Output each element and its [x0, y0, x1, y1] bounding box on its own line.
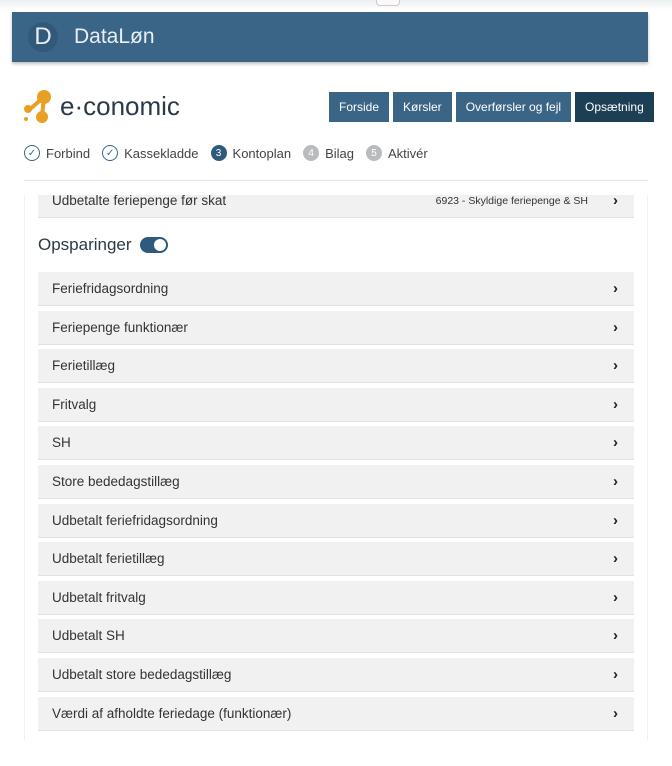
step-number: 5 — [366, 145, 382, 161]
list-item[interactable] — [38, 195, 634, 218]
row-label: Udbetalt fritvalg — [52, 589, 146, 605]
step-kontoplan[interactable] — [211, 145, 292, 161]
chevron-right-icon: › — [613, 318, 618, 336]
row-label: Ferietillæg — [52, 358, 116, 374]
chevron-right-icon: › — [613, 195, 618, 209]
main-nav — [329, 92, 654, 122]
list-item[interactable] — [38, 697, 634, 731]
section-title: Opsparinger — [38, 235, 132, 254]
row-label: Feriepenge funktionær — [52, 319, 188, 335]
list-item[interactable] — [38, 658, 634, 692]
row-label: Værdi af afholdte feriedage (funktionær) — [52, 705, 292, 721]
check-icon: ✓ — [24, 145, 40, 161]
nav-forside[interactable]: Forside — [329, 92, 389, 122]
chevron-right-icon: › — [613, 395, 618, 413]
step-label: Aktivér — [388, 145, 428, 161]
step-aktiver[interactable] — [366, 145, 428, 161]
step-number: 3 — [211, 145, 227, 161]
list-item[interactable] — [38, 504, 634, 538]
step-kassekladde[interactable] — [102, 145, 198, 161]
chevron-right-icon: › — [613, 666, 618, 683]
nav-overfoersler[interactable]: Overførsler og fejl — [456, 92, 571, 122]
chevron-right-icon: › — [613, 473, 618, 490]
step-forbind[interactable] — [24, 145, 90, 161]
step-label: Kontoplan — [232, 145, 292, 161]
step-label: Bilag — [325, 145, 355, 161]
check-icon: ✓ — [102, 145, 118, 161]
chevron-right-icon: › — [613, 704, 618, 722]
step-label: Forbind — [46, 145, 91, 161]
row-label: Udbetalt feriefridagsordning — [52, 512, 218, 528]
economic-logo-text: e·conomic — [60, 90, 180, 121]
section-header — [38, 235, 168, 255]
list-item[interactable] — [38, 619, 634, 653]
chevron-right-icon: › — [613, 357, 618, 375]
wizard-steps — [24, 145, 440, 161]
list-item[interactable] — [38, 311, 634, 345]
app-title: DataLøn — [74, 25, 155, 48]
list-item[interactable] — [38, 272, 634, 306]
economic-molecule-icon — [22, 88, 56, 124]
list-item[interactable] — [38, 542, 634, 576]
row-label: SH — [52, 435, 71, 451]
row-label: Store bededagstillæg — [52, 474, 180, 489]
list-item[interactable] — [38, 465, 634, 499]
step-bilag[interactable] — [303, 145, 354, 161]
row-label: Udbetalt SH — [52, 628, 125, 644]
scroll-handle[interactable] — [376, 0, 400, 6]
chevron-right-icon: › — [613, 588, 618, 606]
row-label: Feriefridagsordning — [52, 281, 169, 296]
row-label: Udbetalt ferietillæg — [52, 551, 165, 567]
step-label: Kassekladde — [124, 145, 199, 161]
account-mapping-panel — [24, 195, 648, 740]
chevron-right-icon: › — [613, 434, 618, 452]
chevron-right-icon: › — [613, 511, 618, 529]
list-item[interactable] — [38, 426, 634, 460]
economic-logo — [22, 88, 180, 124]
list-item[interactable] — [38, 349, 634, 383]
nav-koersler[interactable]: Kørsler — [393, 92, 452, 122]
step-number: 4 — [303, 145, 319, 161]
app-header — [12, 12, 648, 62]
row-value: 6923 - Skyldige feriepenge & SH — [435, 195, 588, 207]
section-toggle[interactable] — [140, 237, 168, 253]
list-item[interactable] — [38, 388, 634, 422]
row-label: Udbetalt store bededagstillæg — [52, 667, 232, 682]
dataloen-logo-icon: D — [28, 22, 58, 52]
row-label: Udbetalte feriepenge før skat — [52, 195, 227, 208]
divider — [24, 180, 648, 181]
chevron-right-icon: › — [613, 627, 618, 645]
list-item[interactable] — [38, 581, 634, 615]
nav-opsaetning[interactable]: Opsætning — [575, 92, 654, 122]
browser-top — [0, 0, 672, 10]
chevron-right-icon: › — [613, 550, 618, 568]
chevron-right-icon: › — [613, 280, 618, 297]
row-label: Fritvalg — [52, 396, 97, 412]
